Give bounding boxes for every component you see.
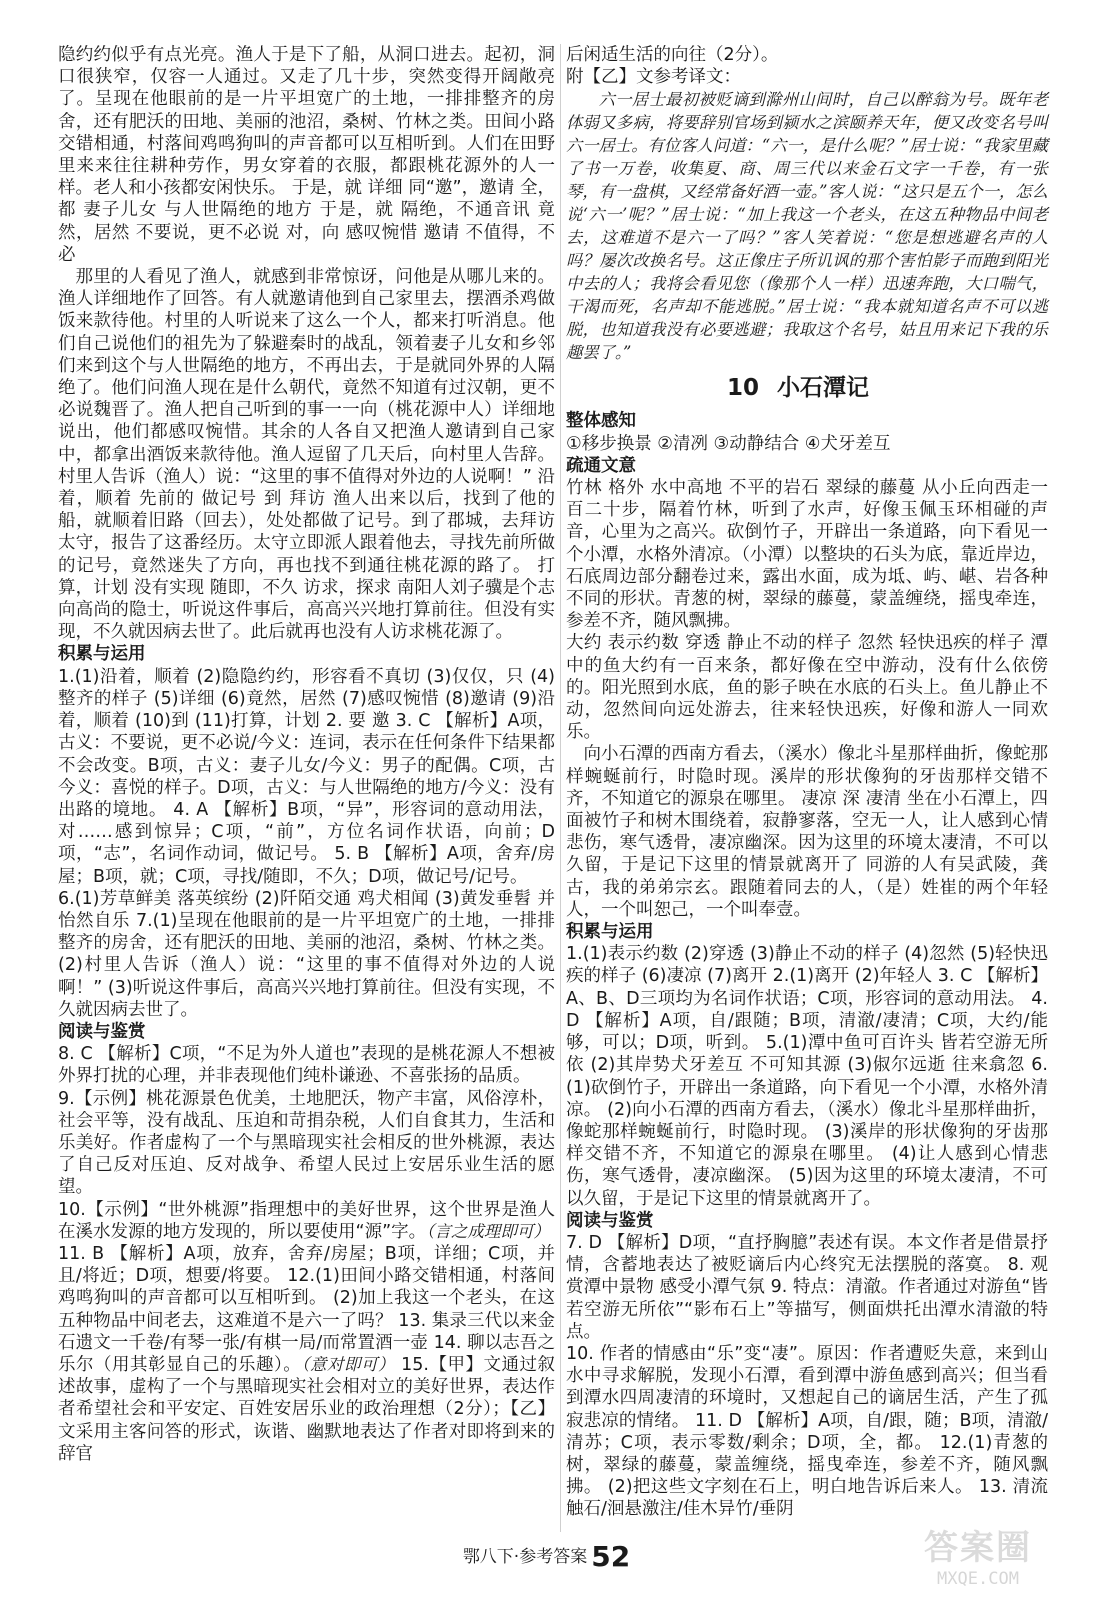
footer-label: 鄂八下·参考答案 [462,1547,588,1567]
lesson-number: 10 [726,375,759,402]
section-heading-reading: 阅读与鉴赏 [58,1021,146,1042]
answers-6-7: 6.(1)芳草鲜美 落英缤纷 (2)阡陌交通 鸡犬相闻 (3)黄发垂髫 并怡然自乐 7.(1)呈现在他眼前的是一片平坦宽广的土地，一排排整齐的房舍，还有肥沃的田地、美丽的池沼，桑树、竹林之类。 (2)村里人告诉（渔人）说：“这里的事不值得对外边的人说啊！” (3)听说这件事后，高高兴兴地打算前往。但没有实现，不久就因病去世了。 [58,888,555,1020]
answer-15-continued: 后闲适生活的向往（2分）。 [566,45,779,65]
column-divider [560,44,561,1532]
left-column [58,44,555,1465]
answer-15-text: 15.【甲】文通过叙述故事，虚构了一个与黑暗现实社会相对立的美好世界，表达作者希望社会和平安定、百姓安居乐业的政治理想（2分）；【乙】文采用主客问答的形式，诙谐、幽默地表达了作者对即将到来的辞官 [58,1354,556,1464]
section-heading-accumulation: 积累与运用 [58,644,146,665]
answer-10-text: 10.【示例】“世外桃源”指理想中的美好世界，这个世界是渔人在溪水发源的地方发现的，所以要使用“源”字。 [58,1199,555,1242]
page-number: 52 [591,1540,631,1573]
accumulation-answers: 1.(1)表示约数 (2)穿透 (3)静止不动的样子 (4)忽然 (5)轻快迅疾的样子 (6)凄凉 (7)离开 2.(1)离开 (2)年轻人 3. C 【解析】A、B、D三项均为名词作状语；C项，形容词的意动用法。 4. D 【解析】A项，自/跟随；B项，清澈/凄清；C项，大约/能够，可以；D项，听到。 5.(1)潭中鱼可百许头 皆若空游无所依 (2)其岸势犬牙差互 不可知其源 (3)俶尔远逝 往来翕忽 6.(1)砍倒竹子，开辟出一条道路，向下看见一个小潭，水格外清凉。 (2)向小石潭的西南方看去，（溪水）像北斗星那样曲折，像蛇那样蜿蜒前行，时隐时现。 (3)溪岸的形状像狗的牙齿那样交错不齐，不知道它的源泉在哪里。 (4)让人感到心情悲伤，寒气透骨，凄凉幽深。 (5)因为这里的环境太凄清，不可以久留，于是记下这里的情景就离开了。 [566,944,1048,1209]
reading-answers-2: 10. 作者的情感由“乐”变“凄”。原因：作者遭贬失意，来到山水中寻求解脱，发现小石潭，看到潭中游鱼感到高兴；但当看到潭水四周凄清的环境时，又想起自己的谪居生活，产生了孤寂悲凉的情绪。 11. D 【解析】A项，自/跟，随；B项，清澈/清苏；C项，表示零数/剩余；D项，全，都。 12.(1)青葱的树，翠绿的藤蔓，蒙盖缠绕，摇曳牵连，参差不齐，随风飘拂。 (2)把这些文字刻在石上，明白地告诉后来人。 13. 清流触石/洄悬激注/佳木异竹/垂阴 [566,1343,1048,1520]
answer-8: 8. C 【解析】C项，“不足为外人道也”表现的是桃花源人不想被外界打扰的心理，并非表现他们纯朴谦逊、不喜张扬的品质。 [58,1044,555,1087]
meaning-paragraph-3: 向小石潭的西南方看去，（溪水）像北斗星那样曲折，像蛇那样蜿蜒前行，时隐时现。溪岸的形状像狗的牙齿那样交错不齐，不知道它的源泉在哪里。 凄凉 深 凄清 坐在小石潭上，四面被竹子和树木围绕着，寂静寥落，空无一人，让人感到心情悲伤，寒气透骨，凄凉幽深。因为这里的环境太凄清，不可以久留，于是记下这里的情景就离开了 同游的人有吴武陵，龚古，我的弟弟宗玄。跟随着同去的人，（是）姓崔的两个年轻人，一个叫恕己，一个叫奉壹。 [566,744,1048,920]
translation-paragraph-2: 那里的人看见了渔人，就感到非常惊讶，问他是从哪儿来的。渔人详细地作了回答。有人就邀请他到自己家里去，摆酒杀鸡做饭来款待他。村里的人听说来了这么一个人，都来打听消息。他们自己说他们的祖先为了躲避秦时的战乱，领着妻子儿女和乡邻们来到这个与人世隔绝的地方，不再出去，于是就同外界的人隔绝了。他们问渔人现在是什么朝代，竟然不知道有过汉朝，更不必说魏晋了。渔人把自己听到的事一一向（桃花源中人）详细地说出，他们都感叹惋惜。其余的人各自又把渔人邀请到自己家中，都拿出酒饭来款待他。渔人逗留了几天后，向村里人告辞。村里人告诉（渔人）说：“这里的事不值得对外边的人说啊！” 沿着，顺着 先前的 做记号 到 拜访 渔人出来以后，找到了他的船，就顺着旧路（回去），处处都做了记号。到了郡城，去拜访太守，报告了这番经历。太守立即派人跟着他去，寻找先前所做的记号，竟然迷失了方向，再也找不到通往桃花源的路了。 打算，计划 没有实现 随即，不久 访求，探求 南阳人刘子骥是个志向高尚的隐士，听说这件事后，高高兴兴地打算前往。但没有实现，不久就因病去世了。此后就再也没有人访求桃花源了。 [58,267,555,643]
answers-11-14-text: 11. B 【解析】A项，放弃，舍弃/房屋；B项，详细；C项，并且/将近；D项，想要/将要。 12.(1)田间小路交错相通，村落间鸡鸣狗叫的声音都可以互相听到。 (2)加上我这一个老头，在这五种物品中间老去，这难道不是六一了吗？ 13. 集录三代以来金石遗文一千卷/有琴一张/有棋一局/而常置酒一壶 14. 聊以志吾之乐尔（用其彰显自己的乐趣）。 [58,1243,555,1375]
section-heading-meaning: 疏通文意 [566,455,636,476]
translation-text: 六一居士最初被贬谪到滁州山间时，自己以醉翁为号。既年老体弱又多病，将要辞别官场到颍水之滨颐养天年，便又改变名号叫六一居士。有位客人问道：“六一，是什么呢？”居士说：“我家里藏了书一万卷，收集夏、商、周三代以来金石文字一千卷，有一张琴，有一盘棋，又经常备好酒一壶。”客人说：“这只是五个一，怎么说‘六一’呢？”居士说：“加上我这一个老头，在这五种物品中间老去，这难道不是六一了吗？”客人笑着说：“您是想逃避名声的人吗？屡次改换名号。这正像庄子所讥讽的那个害怕影子而跑到阳光中去的人；我将会看见您（像那个人一样）迅速奔跑，大口喘气，干渴而死，名声却不能逃脱。”居士说：“我本就知道名声不可以逃脱，也知道我没有必要逃避；我取这个名号，姑且用来记下我的乐趣罢了。” [566,90,1048,363]
answer-9: 9.【示例】桃花源景色优美，土地肥沃，物产丰富，风俗淳朴，社会平等，没有战乱、压迫和苛捐杂税，人们自食其力，生活和乐美好。作者虚构了一个与黑暗现实社会相反的世外桃源，表达了自己反对压迫、反对战争、希望人民过上安居乐业生活的愿望。 [58,1088,555,1198]
lesson-title [566,370,1048,406]
watermark-url: MXQE.COM [937,1569,1019,1589]
answer-10-note: （言之成理即可） [426,1221,550,1241]
answer-14-note: （意对即可） [301,1354,396,1374]
overall-answers: ①移步换景 ②清冽 ③动静结合 ④犬牙差互 [566,433,891,454]
answer-10 [58,1199,555,1243]
answers-11-15 [58,1243,555,1465]
section-heading-accumulation-2: 积累与运用 [566,922,654,943]
watermark-logo [888,1520,1068,1592]
translation-paragraph-1: 隐约约似乎有点光亮。渔人于是下了船，从洞口进去。起初，洞口很狭窄，仅容一人通过。又走了几十步，突然变得开阔敞亮了。呈现在他眼前的是一片平坦宽广的土地，一排排整齐的房舍，还有肥沃的田地、美丽的池沼，桑树、竹林之类。田间小路交错相通，村落间鸡鸣狗叫的声音都可以互相听到。人们在田野里来来往往耕种劳作，男女穿着的衣服，都跟桃花源外的人一样。老人和小孩都安闲快乐。 于是，就 详细 同“邀”，邀请 全，都 妻子儿女 与人世隔绝的地方 于是，就 隔绝，不通音讯 竟然，居然 不要说，更不必说 对，向 感叹惋惜 邀请 不值得，不必 [58,45,555,265]
translation-heading: 附【乙】文参考译文： [566,67,741,88]
lesson-name: 小石潭记 [777,375,869,402]
section-heading-reading-2: 阅读与鉴赏 [566,1210,654,1231]
meaning-paragraph-2: 大约 表示约数 穿透 静止不动的样子 忽然 轻快迅疾的样子 潭中的鱼大约有一百来条，都好像在空中游动，没有什么依傍的。阳光照到水底，鱼的影子映在水底的石头上。鱼儿静止不动，忽然间向远处游去，往来轻快迅疾，好像和游人一同欢乐。 [566,633,1048,743]
right-column [566,44,1048,1521]
watermark-text: 答案圈 [924,1528,1032,1568]
reading-answers-1: 7. D 【解析】D项，“直抒胸臆”表述有误。本文作者是借景抒情，含蓄地表达了被贬谪后内心终究无法摆脱的落寞。 8. 观赏潭中景物 感受小潭气氛 9. 特点：清澈。作者通过对游鱼“皆若空游无所依”“影布石上”等描写，侧面烘托出潭水清澈的特点。 [566,1232,1048,1342]
meaning-paragraph-1: 竹林 格外 水中高地 不平的岩石 翠绿的藤蔓 从小丘向西走一百二十步，隔着竹林，听到了水声，好像玉佩玉环相碰的声音，心里为之高兴。砍倒竹子，开辟出一条道路，向下看见一个小潭，水格外清凉。（小潭）以整块的石头为底，靠近岸边，石底周边部分翻卷过来，露出水面，成为坻、屿、嵁、岩各种不同的形状。青葱的树，翠绿的藤蔓，蒙盖缠绕，摇曳牵连，参差不齐，随风飘拂。 [566,478,1048,632]
section-heading-overall: 整体感知 [566,411,636,432]
answers-1-5: 1.(1)沿着，顺着 (2)隐隐约约，形容看不真切 (3)仅仅，只 (4)整齐的样子 (5)详细 (6)竟然，居然 (7)感叹惋惜 (8)邀请 (9)沿着，顺着 (10)到 (11)打算，计划 2. 要 邀 3. C 【解析】A项，古义：不要说，更不必说/今义：连词，表示在任何条件下结果都不会改变。B项，古义：妻子儿女/今义：男子的配偶。C项，古今义：喜悦的样子。D项，古义：与人世隔绝的地方/今义：没有出路的境地。 4. A 【解析】B项，“异”，形容词的意动用法，对……感到惊异；C项，“前”，方位名词作状语，向前；D项，“志”，名词作动词，做记号。 5. B 【解析】A项，舍弃/房屋；B项，就；C项，寻找/随即，不久；D项，做记号/记号。 [58,666,555,887]
